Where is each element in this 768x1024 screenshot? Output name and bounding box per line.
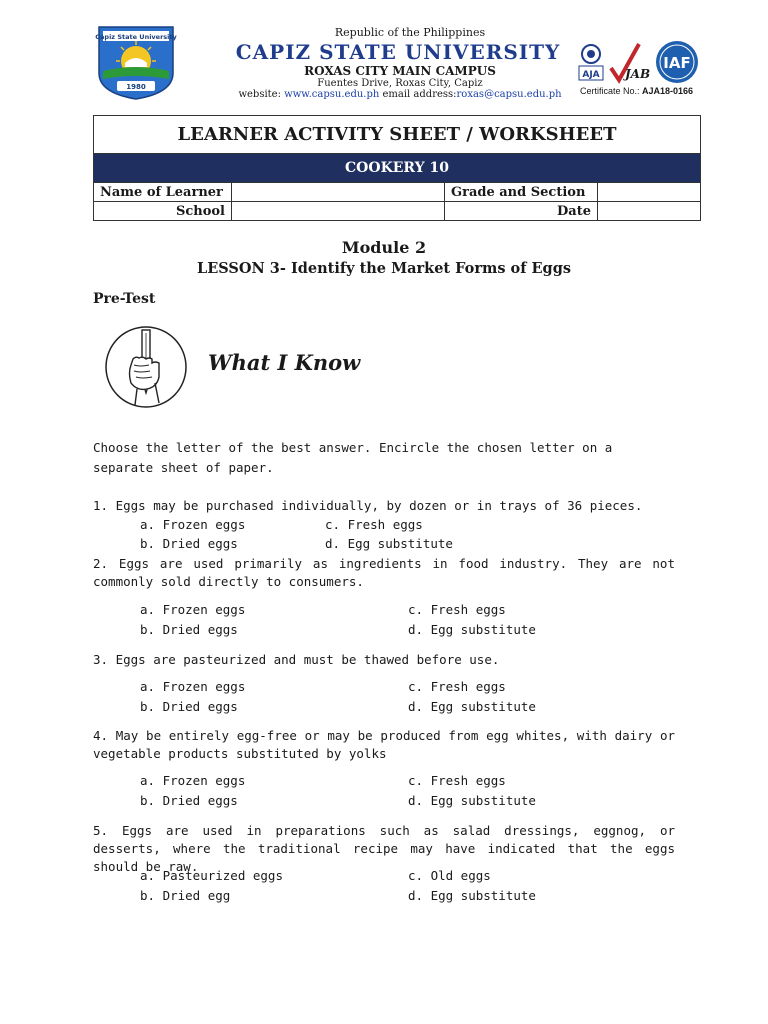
q2-option-c[interactable]: c. Fresh eggs [408, 602, 506, 617]
email-link[interactable]: roxas@capsu.edu.ph [456, 89, 562, 100]
logo-text: Capiz State University [95, 33, 177, 41]
jab-logo-text: JAB [625, 67, 651, 81]
q5-option-d[interactable]: d. Egg substitute [408, 888, 536, 903]
question-1: 1. Eggs may be purchased individually, by dozen or in trays of 36 pieces. [93, 498, 643, 513]
hand-holding-pencil-icon [103, 325, 189, 409]
website-label: website: [238, 89, 285, 100]
email-label: email address: [379, 89, 457, 100]
certificate-value: AJA18-0166 [642, 86, 694, 96]
q2-option-a[interactable]: a. Frozen eggs [140, 602, 246, 617]
q1-option-b[interactable]: b. Dried eggs [140, 536, 238, 551]
worksheet-title: LEARNER ACTIVITY SHEET / WORKSHEET [94, 116, 701, 154]
logo-year: 1980 [126, 83, 146, 91]
school-label: School [94, 202, 232, 221]
question-3: 3. Eggs are pasteurized and must be thawed before use. [93, 652, 500, 667]
school-field[interactable] [232, 202, 445, 221]
worksheet-info-table [93, 115, 701, 221]
certificate-number [580, 86, 693, 96]
q4-option-d[interactable]: d. Egg substitute [408, 793, 536, 808]
pretest-heading: Pre-Test [93, 291, 156, 307]
q4-option-c[interactable]: c. Fresh eggs [408, 773, 506, 788]
iaf-logo-icon [656, 41, 698, 83]
name-label: Name of Learner [94, 183, 232, 202]
campus-address: Fuentes Drive, Roxas City, Capiz [317, 78, 483, 89]
course-title: COOKERY 10 [94, 154, 701, 183]
q3-option-b[interactable]: b. Dried eggs [140, 699, 238, 714]
university-name: CAPIZ STATE UNIVERSITY [235, 40, 561, 64]
module-heading: Module 2 [341, 238, 427, 257]
question-2: 2. Eggs are used primarily as ingredients in food industry. They are not commonly sold directly to consumers. [93, 556, 675, 589]
q1-option-d[interactable]: d. Egg substitute [325, 536, 453, 551]
q5-option-b[interactable]: b. Dried egg [140, 888, 231, 903]
q5-option-c[interactable]: c. Old eggs [408, 868, 491, 883]
grade-section-label: Grade and Section [445, 183, 598, 202]
date-label: Date [445, 202, 598, 221]
jab-logo-icon [611, 44, 650, 81]
website-link[interactable]: www.capsu.edu.ph [284, 89, 380, 100]
contact-line [210, 89, 590, 100]
q3-option-c[interactable]: c. Fresh eggs [408, 679, 506, 694]
q2-option-d[interactable]: d. Egg substitute [408, 622, 536, 637]
q4-option-a[interactable]: a. Frozen eggs [140, 773, 246, 788]
aja-logo-text: AJA [582, 70, 600, 80]
date-field[interactable] [598, 202, 701, 221]
certificate-label: Certificate No.: [580, 86, 643, 96]
certification-logos [577, 40, 702, 88]
q1-option-c[interactable]: c. Fresh eggs [325, 517, 423, 532]
document-header [0, 0, 768, 110]
q1-option-a[interactable]: a. Frozen eggs [140, 517, 246, 532]
republic-heading: Republic of the Philippines [334, 26, 486, 39]
question-5: 5. Eggs are used in preparations such as salad dressings, eggnog, or desserts, where the traditional recipe may have indicated that the eggs should be raw. [93, 823, 675, 874]
name-field[interactable] [232, 183, 445, 202]
question-4: 4. May be entirely egg-free or may be produced from egg whites, with dairy or vegetable products substituted by yolks [93, 728, 675, 761]
campus-name: ROXAS CITY MAIN CAMPUS [304, 64, 496, 78]
instructions-text: Choose the letter of the best answer. Encircle the chosen letter on a separate sheet of paper. [93, 440, 613, 475]
q5-option-a[interactable]: a. Pasteurized eggs [140, 868, 283, 883]
iaf-logo-text: IAF [663, 54, 691, 72]
what-i-know-heading: What I Know [208, 350, 361, 375]
aja-logo-icon [579, 45, 603, 80]
lesson-title: LESSON 3- Identify the Market Forms of Eggs [197, 260, 571, 277]
q3-option-a[interactable]: a. Frozen eggs [140, 679, 246, 694]
grade-section-field[interactable] [598, 183, 701, 202]
q4-option-b[interactable]: b. Dried eggs [140, 793, 238, 808]
capsu-logo-icon [95, 23, 177, 101]
q2-option-b[interactable]: b. Dried eggs [140, 622, 238, 637]
q3-option-d[interactable]: d. Egg substitute [408, 699, 536, 714]
